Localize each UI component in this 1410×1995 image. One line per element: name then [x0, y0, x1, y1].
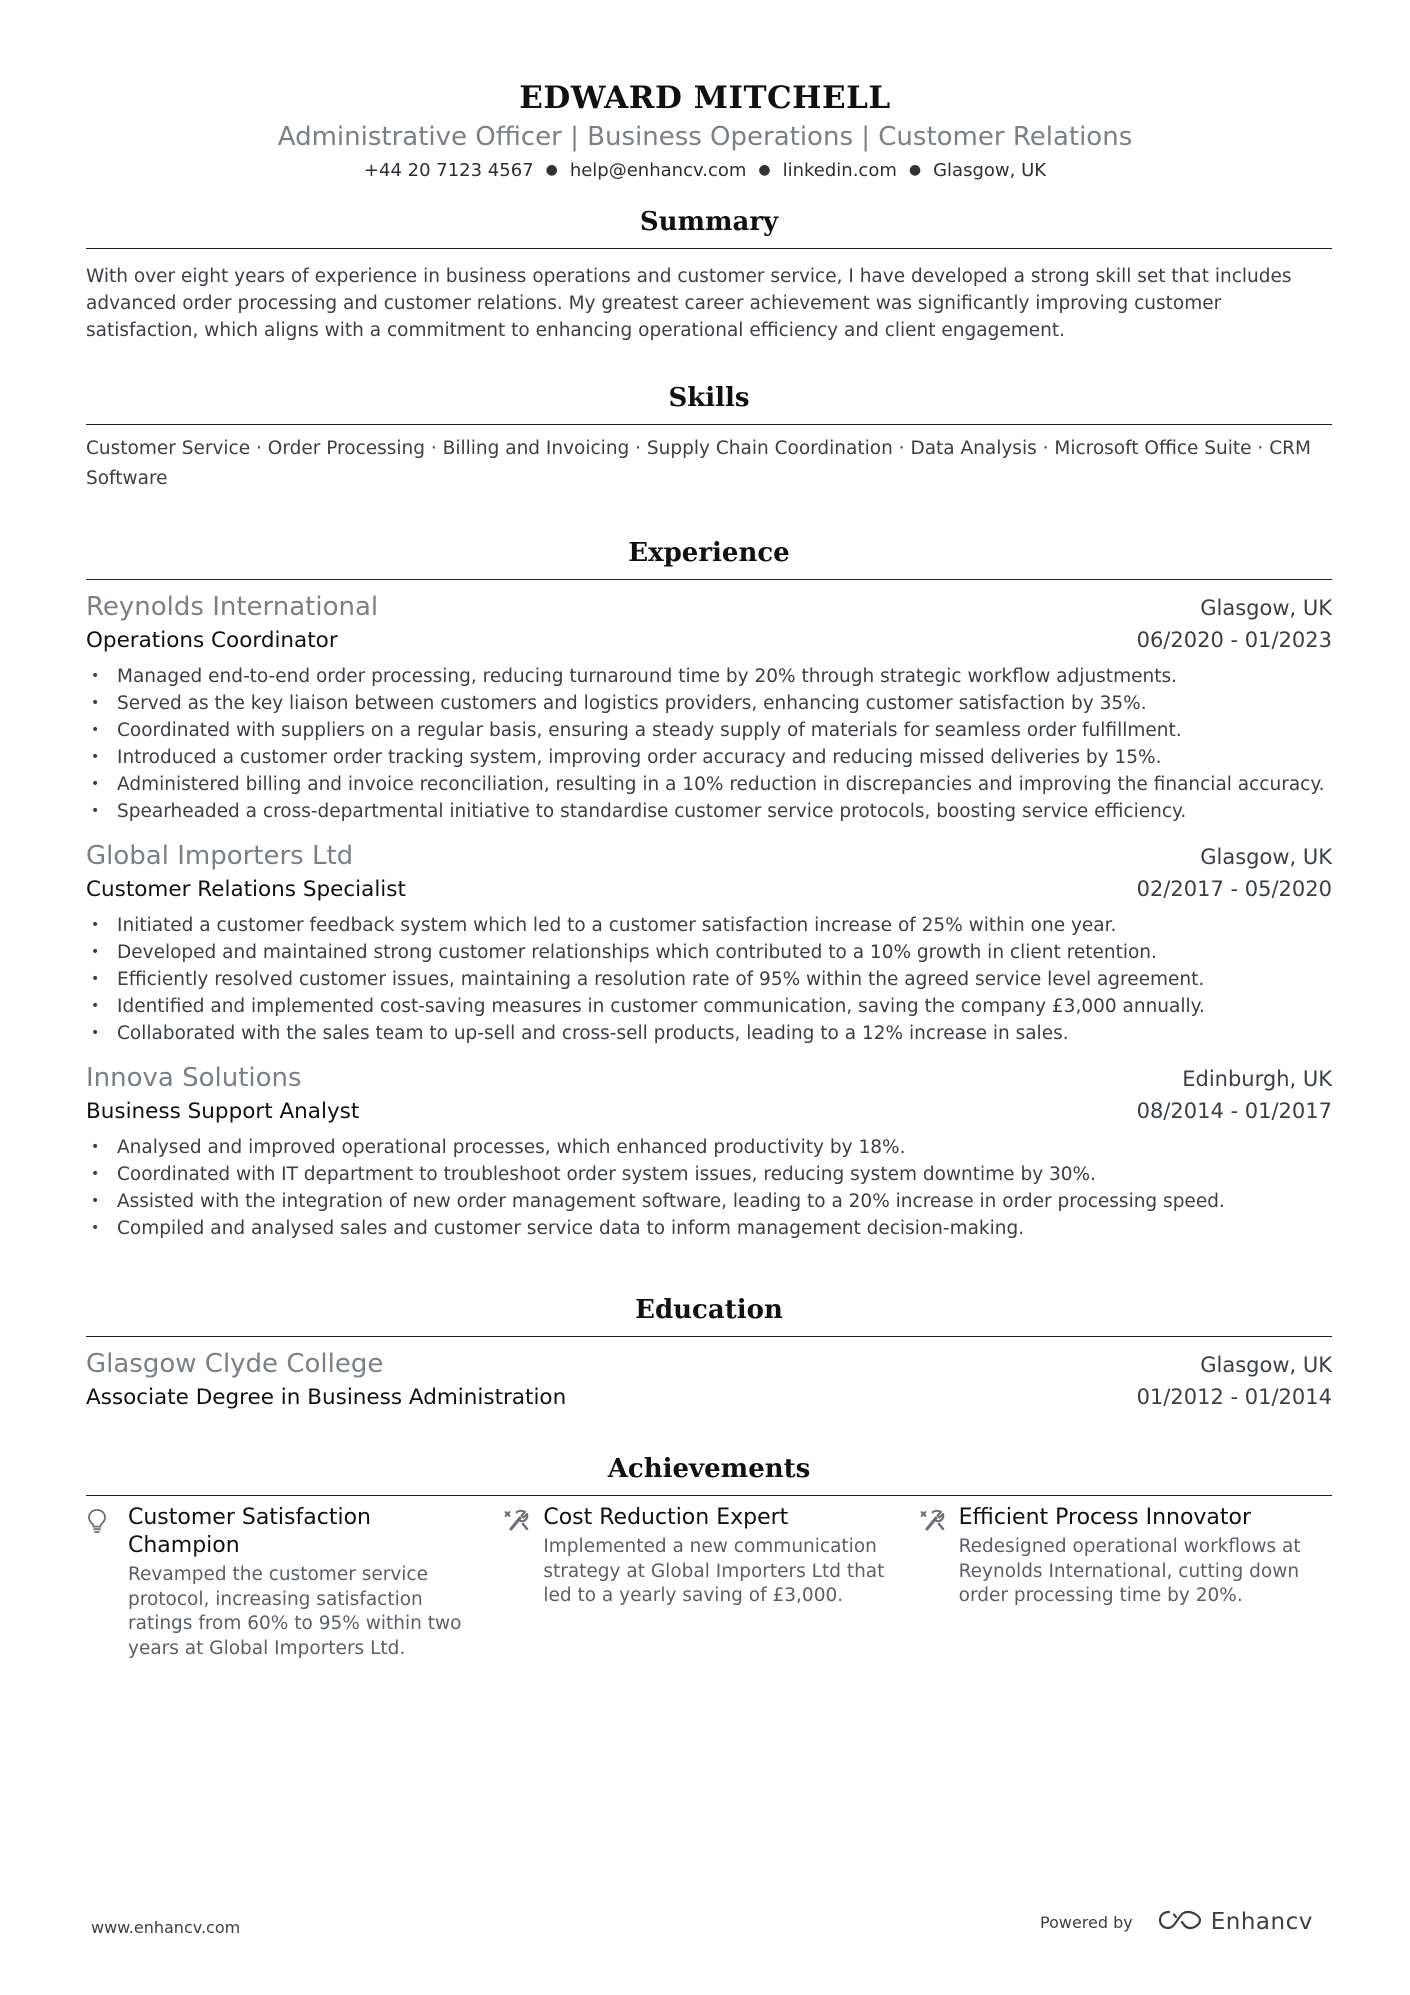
job-bullets — [86, 663, 1332, 825]
job-company: Innova Solutions — [86, 1063, 302, 1093]
job-role: Operations Coordinator — [86, 628, 338, 653]
job-dates: 06/2020 - 01/2023 — [1136, 628, 1332, 652]
bullet-item: • Coordinated with IT department to troubleshoot order system issues, reducing system downtime by 30%. — [86, 1161, 1332, 1188]
achievement-item — [917, 1504, 1332, 1661]
education-degree: Associate Degree in Business Administration — [86, 1385, 567, 1410]
lightbulb-icon — [86, 1504, 128, 1661]
job-company: Global Importers Ltd — [86, 841, 354, 871]
job-role: Customer Relations Specialist — [86, 877, 406, 902]
tools-icon — [917, 1504, 959, 1661]
footer-branding — [1040, 1908, 1313, 1936]
candidate-title: Administrative Officer | Business Operations | Customer Relations — [277, 122, 1133, 152]
job-location: Glasgow, UK — [1200, 596, 1332, 620]
bullet-item: • Introduced a customer order tracking system, improving order accuracy and reducing missed deliveries by 15%. — [86, 744, 1332, 771]
separator-dot: ● — [758, 162, 771, 178]
education-location: Glasgow, UK — [1200, 1353, 1332, 1377]
summary-section — [86, 204, 1332, 344]
skills-section — [86, 380, 1332, 494]
skills-text: Customer Service · Order Processing · Billing and Invoicing · Supply Chain Coordination · Data Analysis · Microsoft Office Suite · CRM Software — [86, 438, 1311, 489]
separator-dot: ● — [908, 162, 922, 178]
job-bullets — [86, 1134, 1332, 1242]
enhancv-logo-icon — [1157, 1908, 1203, 1936]
tools-icon — [501, 1504, 543, 1661]
contact-location: Glasgow, UK — [933, 160, 1047, 181]
achievement-description: Implemented a new communication strategy at Global Importers Ltd that led to a yearly saving of £3,000. — [543, 1536, 885, 1606]
contact-email[interactable]: help@enhancv.com — [569, 160, 747, 181]
job-location: Edinburgh, UK — [1182, 1067, 1332, 1091]
achievement-description: Revamped the customer service protocol, increasing satisfaction ratings from 60% to 95% within two years at Global Importers Ltd. — [128, 1564, 462, 1659]
footer-website[interactable]: www.enhancv.com — [91, 1918, 241, 1937]
resume-header — [0, 0, 1410, 184]
experience-heading: Experience — [86, 535, 1332, 580]
achievements-heading: Achievements — [86, 1451, 1332, 1496]
achievement-item — [86, 1504, 501, 1661]
bullet-item: • Efficiently resolved customer issues, maintaining a resolution rate of 95% within the agreed service level agreement. — [86, 966, 1332, 993]
bullet-item: • Identified and implemented cost-saving measures in customer communication, saving the company £3,000 annually. — [86, 993, 1332, 1020]
bullet-item: • Managed end-to-end order processing, reducing turnaround time by 20% through strategic workflow adjustments. — [86, 663, 1332, 690]
job-entry — [86, 1061, 1332, 1242]
bullet-item: • Assisted with the integration of new order management software, leading to a 20% increase in order processing speed. — [86, 1188, 1332, 1215]
contact-linkedin[interactable]: linkedin.com — [782, 160, 897, 181]
bullet-item: • Initiated a customer feedback system which led to a customer satisfaction increase of 25% within one year. — [86, 912, 1332, 939]
brand-name: Enhancv — [1210, 1909, 1313, 1935]
education-heading: Education — [86, 1292, 1332, 1337]
job-entry — [86, 839, 1332, 1047]
job-role: Business Support Analyst — [86, 1099, 360, 1124]
summary-heading: Summary — [86, 204, 1332, 249]
bullet-item: • Administered billing and invoice reconciliation, resulting in a 10% reduction in discrepancies and improving the financial accuracy. — [86, 771, 1332, 798]
bullet-item: • Collaborated with the sales team to up-sell and cross-sell products, leading to a 12% increase in sales. — [86, 1020, 1332, 1047]
job-bullets — [86, 912, 1332, 1047]
job-dates: 02/2017 - 05/2020 — [1136, 877, 1332, 901]
job-dates: 08/2014 - 01/2017 — [1136, 1099, 1332, 1123]
achievements-grid — [86, 1504, 1332, 1661]
candidate-name: EDWARD MITCHELL — [519, 80, 891, 116]
achievements-section — [86, 1451, 1332, 1661]
achievement-item — [501, 1504, 916, 1661]
summary-text: With over eight years of experience in business operations and customer service, I have developed a strong skill set that includes advanced order processing and customer relations. My greatest career achievement was significantly improving customer satisfaction, which aligns with a commitment to enhancing operational efficiency and client engagement. — [86, 266, 1292, 341]
job-entry — [86, 590, 1332, 825]
contact-phone: +44 20 7123 4567 — [363, 160, 534, 181]
job-location: Glasgow, UK — [1200, 845, 1332, 869]
separator-dot: ● — [545, 162, 558, 178]
job-company: Reynolds International — [86, 592, 379, 622]
education-school: Glasgow Clyde College — [86, 1349, 384, 1379]
bullet-item: • Analysed and improved operational processes, which enhanced productivity by 18%. — [86, 1134, 1332, 1161]
bullet-item: • Developed and maintained strong customer relationships which contributed to a 10% growth in client retention. — [86, 939, 1332, 966]
bullet-item: • Compiled and analysed sales and customer service data to inform management decision-making. — [86, 1215, 1332, 1242]
education-dates: 01/2012 - 01/2014 — [1136, 1385, 1332, 1409]
bullet-item: • Served as the key liaison between customers and logistics providers, enhancing customer satisfaction by 35%. — [86, 690, 1332, 717]
achievement-title: Cost Reduction Expert — [543, 1505, 789, 1530]
contact-line — [0, 157, 1410, 184]
education-entry — [86, 1347, 1332, 1414]
experience-section — [86, 535, 1332, 1242]
skills-heading: Skills — [86, 380, 1332, 425]
achievement-title: Customer Satisfaction Champion — [128, 1505, 371, 1558]
achievement-description: Redesigned operational workflows at Reynolds International, cutting down order processing time by 20%. — [958, 1536, 1301, 1606]
powered-by-label: Powered by — [1040, 1912, 1133, 1932]
bullet-item: • Spearheaded a cross-departmental initiative to standardise customer service protocols, boosting service efficiency. — [86, 798, 1332, 825]
bullet-item: • Coordinated with suppliers on a regular basis, ensuring a steady supply of materials for seamless order fulfillment. — [86, 717, 1332, 744]
achievement-title: Efficient Process Innovator — [958, 1505, 1252, 1530]
education-section — [86, 1292, 1332, 1414]
